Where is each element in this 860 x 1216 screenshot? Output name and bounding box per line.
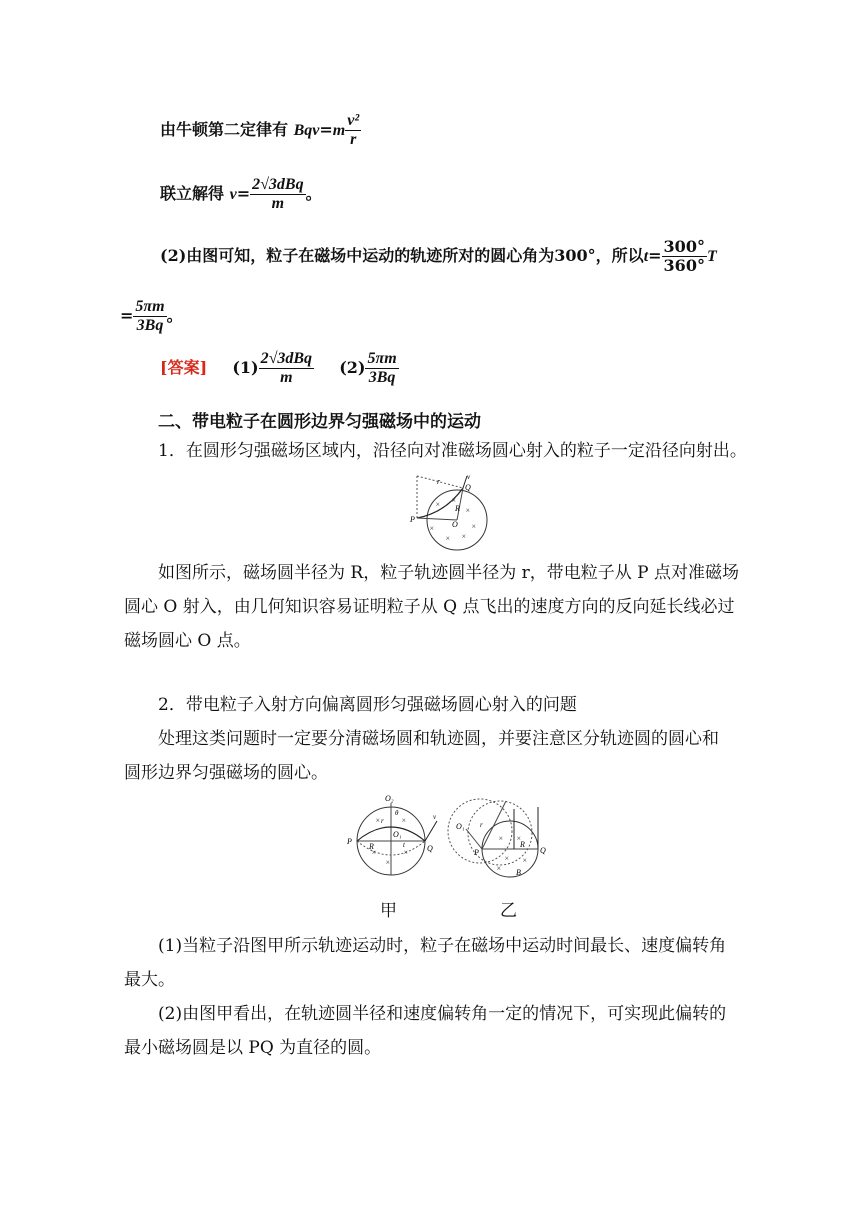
caption-jia: 甲 — [380, 901, 397, 921]
fig3-label-O1: O₁ — [456, 822, 465, 831]
paragraph-4-line-1: (2)由图甲看出，在轨迹圆半径和速度偏转角一定的情况下，可实现此偏转的 — [158, 1004, 727, 1024]
fraction-v-result: $\frac{\text{2√3dBq}}{m}$ — [252, 176, 304, 212]
equation-time: (2)由图可知，粒子在磁场中运动的轨迹所对的圆心角为300°，所以t= $\frac{300^\circ}{360^\circ}$ T — [160, 237, 717, 275]
fig1-label-O: O — [452, 520, 458, 529]
fig3-label-r: r — [480, 821, 483, 829]
equation-solve-v: 联立解得 v= $\frac{\text{2√3dBq}}{m}$ 。 — [160, 176, 322, 212]
fig2-label-P: P — [347, 837, 352, 846]
paragraph-1-line-2: 圆心 O 射入，由几何知识容易证明粒子从 Q 点飞出的速度方向的反向延长线必过 — [124, 597, 735, 617]
paragraph-1-line-3: 磁场圆心 O 点。 — [124, 631, 251, 651]
equation-time-result: = $\frac{5\pi m}{3Bq}$ 。 — [120, 298, 183, 334]
fig2-label-O2: O₂ — [385, 794, 394, 803]
caption-yi: 乙 — [500, 901, 517, 921]
svg-text:×: × — [498, 834, 504, 843]
answer-2-fraction: $\frac{5\pi m}{3Bq}$ — [367, 350, 397, 386]
fig3-label-P: P — [474, 848, 479, 857]
svg-text:×: × — [451, 496, 457, 505]
fig1-label-P: P — [410, 515, 415, 524]
fraction-300-360: $\frac{300^\circ}{360^\circ}$ — [663, 237, 705, 275]
fig1-label-Q: Q — [465, 483, 471, 492]
svg-text:×: × — [375, 816, 381, 825]
figure-yi — [442, 793, 548, 883]
svg-text:×: × — [445, 534, 451, 543]
paragraph-3-line-1: (1)当粒子沿图甲所示轨迹运动时，粒子在磁场中运动时间最长、速度偏转角 — [158, 936, 727, 956]
fig2-label-r: r — [381, 817, 384, 825]
svg-text:×: × — [385, 858, 391, 867]
answer-line: [答案] (1) $\frac{\text{2√3dBq}}{m}$ (2) $\frac{5\pi m}{3Bq}$ — [160, 350, 397, 386]
fig2-label-theta: θ — [395, 809, 399, 817]
svg-text:×: × — [471, 522, 477, 531]
fig2-label-R: R — [369, 842, 374, 851]
svg-text:×: × — [429, 524, 435, 533]
fig1-label-R: R — [455, 504, 460, 513]
svg-text:×: × — [401, 816, 407, 825]
svg-text:×: × — [504, 854, 510, 863]
fig3-label-R: R — [520, 840, 525, 849]
fig3-label-Q: Q — [540, 846, 546, 855]
svg-text:×: × — [461, 532, 467, 541]
svg-text:×: × — [403, 848, 409, 857]
paragraph-3-line-2: 最大。 — [124, 970, 175, 990]
fig2-label-O1: O₁ — [393, 830, 402, 839]
item-1: 1．在圆形匀强磁场区域内，沿径向对准磁场圆心射入的粒子一定沿径向射出。 — [158, 441, 747, 461]
svg-text:×: × — [435, 500, 441, 509]
fig2-label-t: t — [403, 841, 405, 849]
fig1-label-v: v — [467, 473, 471, 481]
paragraph-2-line-1: 处理这类问题时一定要分清磁场圆和轨迹圆，并要注意区分轨迹圆的圆心和 — [158, 729, 719, 749]
svg-text:×: × — [516, 834, 522, 843]
figure-circular-field — [405, 473, 495, 551]
figure-jia — [345, 793, 441, 883]
fraction-v2-over-r: $\frac{\text{v²}}{r}$ — [347, 112, 360, 148]
answer-label: [答案] — [160, 358, 208, 377]
section-heading: 二、带电粒子在圆形边界匀强磁场中的运动 — [158, 412, 481, 432]
paragraph-1-line-1: 如图所示，磁场圆半径为 R，粒子轨迹圆半径为 r，带电粒子从 P 点对准磁场 — [158, 563, 739, 583]
equation-newton: 由牛顿第二定律有 Bqv=m $\frac{\text{v²}}{r}$ — [160, 112, 360, 148]
fig2-label-Q: Q — [427, 844, 433, 853]
fraction-5pim-3bq: $\frac{5\pi m}{3Bq}$ — [135, 298, 165, 334]
fig2-label-v: v — [433, 813, 437, 821]
fig3-label-B: B — [516, 868, 521, 877]
item-2: 2．带电粒子入射方向偏离圆形匀强磁场圆心射入的问题 — [158, 695, 577, 715]
paragraph-2-line-2: 圆形边界匀强磁场的圆心。 — [124, 763, 328, 783]
paragraph-4-line-2: 最小磁场圆是以 PQ 为直径的圆。 — [124, 1038, 382, 1058]
svg-text:×: × — [496, 864, 502, 873]
fig1-label-r: r — [437, 477, 441, 486]
svg-text:×: × — [465, 506, 471, 515]
svg-text:×: × — [522, 856, 528, 865]
answer-1-fraction: $\frac{\text{2√3dBq}}{m}$ — [260, 350, 313, 386]
svg-text:×: × — [371, 848, 377, 857]
